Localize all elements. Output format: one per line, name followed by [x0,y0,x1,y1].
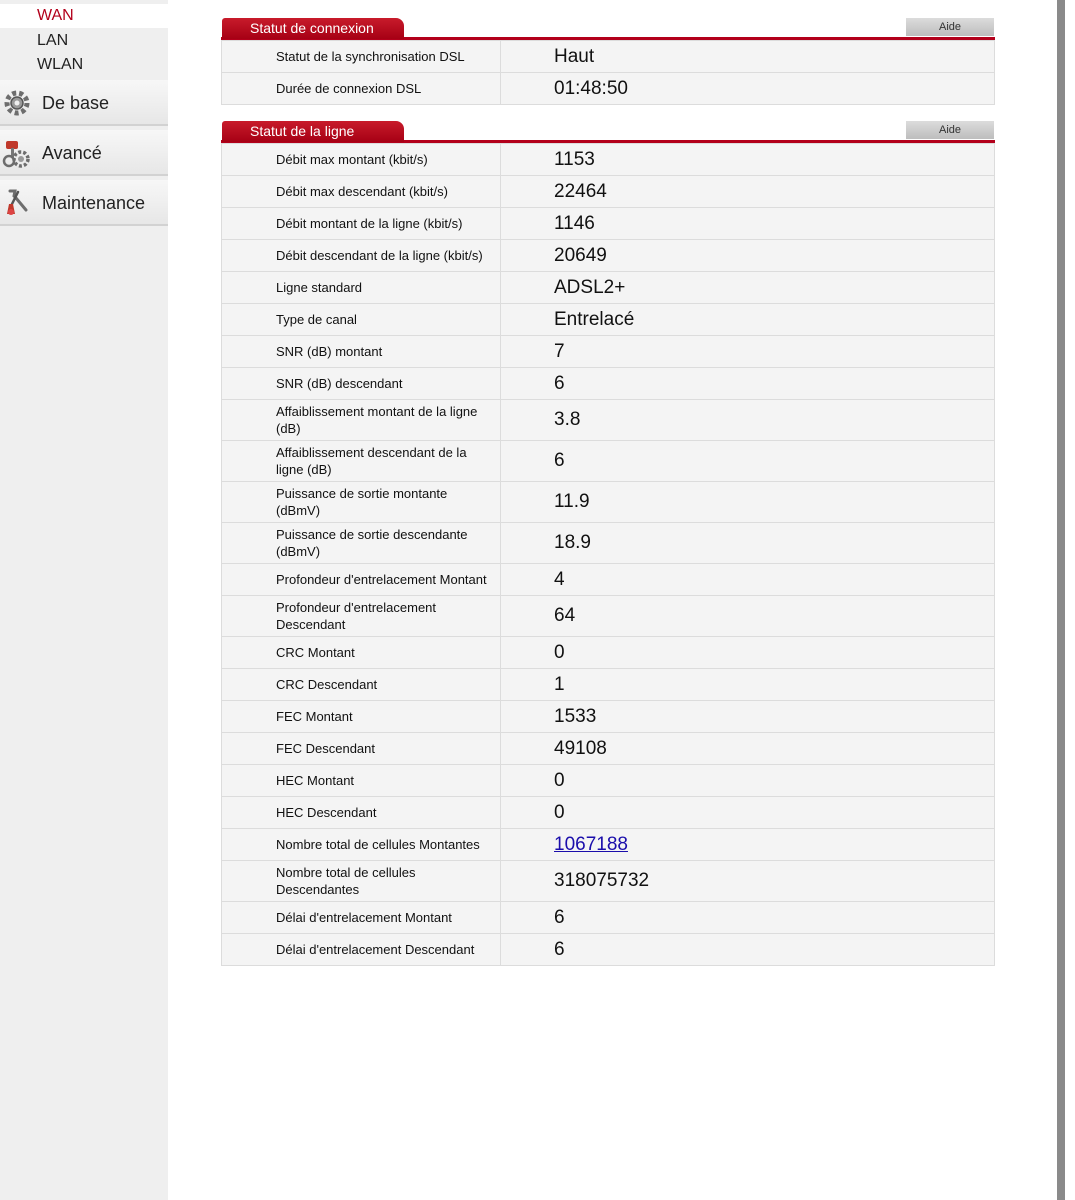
row-label: FEC Descendant [222,733,501,765]
menu-item-maintenance[interactable] [0,180,168,226]
table-row [222,637,995,669]
row-label: Durée de connexion DSL [222,73,501,105]
row-label: HEC Montant [222,765,501,797]
line-status-section [221,121,995,966]
table-row [222,272,995,304]
row-value-cell: 6 [501,368,995,400]
row-value-cell: 11.9 [501,482,995,523]
row-label: Nombre total de cellules Montantes [222,829,501,861]
row-label: Affaiblissement descendant de la ligne (dB) [222,441,501,482]
table-row [222,797,995,829]
table-row [222,144,995,176]
row-label: Débit descendant de la ligne (kbit/s) [222,240,501,272]
row-label: CRC Montant [222,637,501,669]
line-status-table [221,143,995,966]
row-value-cell: 6 [501,902,995,934]
table-row [222,669,995,701]
table-row [222,400,995,441]
maintenance-wrench-icon [2,188,32,218]
row-value-cell: 4 [501,564,995,596]
menu-item-advanced[interactable] [0,130,168,176]
table-row [222,176,995,208]
row-label: Profondeur d'entrelacement Descendant [222,596,501,637]
row-value-cell: ADSL2+ [501,272,995,304]
sidebar-item-lan[interactable]: LAN [37,32,69,49]
table-row [222,304,995,336]
row-label: Statut de la synchronisation DSL [222,41,501,73]
row-label: Débit montant de la ligne (kbit/s) [222,208,501,240]
menu-item-label: Maintenance [42,193,146,213]
menu-item-label: Avancé [42,143,102,163]
table-row [222,441,995,482]
table-row [222,765,995,797]
table-row [222,701,995,733]
row-value-cell: 1146 [501,208,995,240]
section-title: Statut de connexion [222,18,404,39]
row-value-cell: 0 [501,637,995,669]
row-value-cell: 22464 [501,176,995,208]
row-value-cell: 0 [501,797,995,829]
row-value-cell: 318075732 [501,861,995,902]
row-label: SNR (dB) descendant [222,368,501,400]
row-value-cell: 1153 [501,144,995,176]
table-row [222,861,995,902]
row-label: Nombre total de cellules Descendantes [222,861,501,902]
table-row [222,829,995,861]
row-value-cell: 0 [501,765,995,797]
row-label: CRC Descendant [222,669,501,701]
row-label: SNR (dB) montant [222,336,501,368]
row-label: Type de canal [222,304,501,336]
table-row [222,41,995,73]
row-value-cell: 6 [501,441,995,482]
sidebar-item-wan[interactable]: WAN [0,4,168,28]
row-value-cell: 64 [501,596,995,637]
row-value-cell: 1533 [501,701,995,733]
connection-status-table [221,40,995,105]
row-label: Ligne standard [222,272,501,304]
sidebar [0,0,168,1200]
row-value-cell: 6 [501,934,995,966]
row-value-cell: 49108 [501,733,995,765]
row-value-cell: 01:48:50 [501,73,995,105]
help-button[interactable]: Aide [906,121,994,139]
table-row [222,564,995,596]
row-value-cell: 7 [501,336,995,368]
row-label: FEC Montant [222,701,501,733]
table-row [222,733,995,765]
row-value-cell: 20649 [501,240,995,272]
table-row [222,73,995,105]
row-label: Délai d'entrelacement Montant [222,902,501,934]
advanced-tools-icon [2,138,32,168]
row-value-cell: 1 [501,669,995,701]
table-row [222,482,995,523]
row-label: Puissance de sortie descendante (dBmV) [222,523,501,564]
table-row [222,208,995,240]
section-header [221,121,995,143]
section-title: Statut de la ligne [222,121,404,142]
row-value-cell: Haut [501,41,995,73]
menu-item-basic[interactable] [0,80,168,126]
table-row [222,336,995,368]
section-header [221,18,995,40]
sidebar-item-wlan[interactable]: WLAN [37,56,84,73]
gear-icon [2,88,32,118]
menu-item-label: De base [42,93,110,113]
row-label: Débit max descendant (kbit/s) [222,176,501,208]
table-row [222,240,995,272]
connection-status-section [221,18,995,105]
row-value-cell: 18.9 [501,523,995,564]
row-value-cell [501,829,995,861]
row-label: HEC Descendant [222,797,501,829]
table-row [222,368,995,400]
help-button[interactable]: Aide [906,18,994,36]
table-row [222,596,995,637]
table-row [222,934,995,966]
row-value-link[interactable]: 1067188 [554,833,628,855]
row-value-cell: 3.8 [501,400,995,441]
row-label: Délai d'entrelacement Descendant [222,934,501,966]
row-label: Profondeur d'entrelacement Montant [222,564,501,596]
right-border [1057,0,1065,1200]
row-label: Puissance de sortie montante (dBmV) [222,482,501,523]
table-row [222,902,995,934]
row-label: Débit max montant (kbit/s) [222,144,501,176]
row-value-cell: Entrelacé [501,304,995,336]
table-row [222,523,995,564]
row-label: Affaiblissement montant de la ligne (dB) [222,400,501,441]
